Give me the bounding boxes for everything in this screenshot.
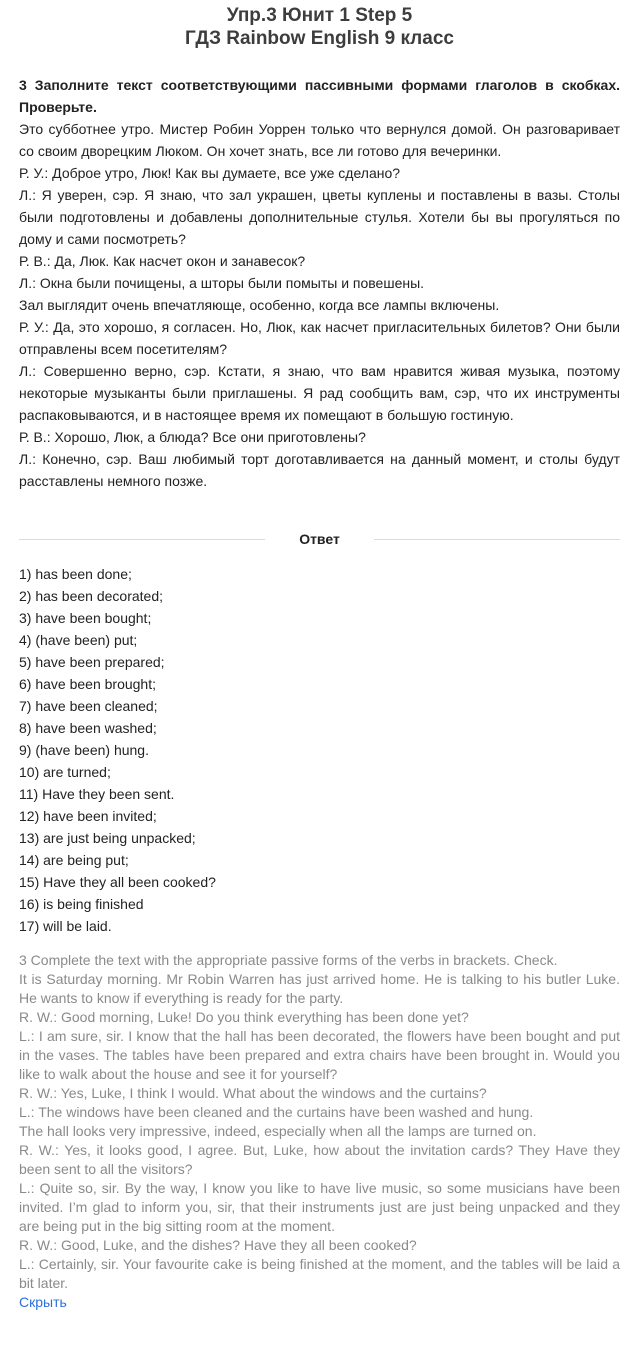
answer-label: Ответ (299, 531, 340, 547)
task-paragraph: Л.: Окна были почищены, а шторы были помыты и повешены. (19, 275, 425, 291)
title-line-1: Упр.3 Юнит 1 Step 5 (226, 5, 413, 26)
answer-item: 13) are just being unpacked; (19, 830, 196, 846)
original-paragraph: 3 Complete the text with the appropriate passive forms of the verbs in brackets. Check. (19, 952, 558, 968)
original-paragraph: R. W.: Good, Luke, and the dishes? Have they all been cooked? (19, 1237, 417, 1253)
answer-list (19, 563, 620, 937)
divider-line-left (19, 539, 265, 540)
answer-item: 3) have been bought; (19, 610, 152, 626)
answer-item: 15) Have they all been cooked? (19, 874, 216, 890)
task-paragraph: Р. В.: Да, Люк. Как насчет окон и занавесок? (19, 253, 306, 269)
original-paragraph: R. W.: Yes, it looks good, I agree. But, Luke, how about the invitation cards? They Have they been sent to all the visitors? (19, 1142, 620, 1177)
task-paragraph: Это субботнее утро. Мистер Робин Уоррен только что вернулся домой. Он разговаривает со своим дворецким Люком. Он хочет знать, все ли готово для вечеринки. (19, 121, 620, 159)
original-paragraph: L.: Quite so, sir. By the way, I know you like to have live music, so some musicians have been invited. I’m glad to inform you, sir, that their instruments just are just being unpacked and they are being put in the big sitting room at the moment. (19, 1180, 620, 1234)
page (0, 4, 638, 1312)
original-paragraph: It is Saturday morning. Mr Robin Warren has just arrived home. He is talking to his butler Luke. He wants to know if everything is ready for the party. (19, 971, 620, 1006)
task-paragraph: Л.: Совершенно верно, сэр. Кстати, я знаю, что вам нравится живая музыка, поэтому некоторые музыканты были приглашены. Я рад сообщить вам, сэр, что их инструменты распаковываются, и в настоящее время их помещают в большую гостиную. (19, 363, 620, 423)
title-line-2: ГДЗ Rainbow English 9 класс (185, 28, 454, 49)
answer-item: 8) have been washed; (19, 720, 157, 736)
original-paragraph: R. W.: Good morning, Luke! Do you think everything has been done yet? (19, 1009, 469, 1025)
task-heading: 3 Заполните текст соответствующими пассивными формами глаголов в скобках. Проверьте. (19, 77, 620, 115)
task-paragraph: Зал выглядит очень впечатляюще, особенно, когда все лампы включены. (19, 297, 500, 313)
answer-item: 11) Have they been sent. (19, 786, 175, 802)
answer-item: 12) have been invited; (19, 808, 157, 824)
answer-item: 14) are being put; (19, 852, 129, 868)
answer-item: 5) have been prepared; (19, 654, 165, 670)
task-paragraph: Р. У.: Доброе утро, Люк! Как вы думаете, все уже сделано? (19, 165, 401, 181)
hide-link[interactable]: Скрыть (19, 1294, 67, 1310)
answer-item: 7) have been cleaned; (19, 698, 158, 714)
task-paragraph: Р. В.: Хорошо, Люк, а блюда? Все они приготовлены? (19, 429, 366, 445)
divider-line-right (374, 539, 620, 540)
task-paragraph: Р. У.: Да, это хорошо, я согласен. Но, Люк, как насчет пригласительных билетов? Они были отправлены всем посетителям? (19, 319, 620, 357)
answer-item: 9) (have been) hung. (19, 742, 149, 758)
task-paragraph: Л.: Я уверен, сэр. Я знаю, что зал украшен, цветы куплены и поставлены в вазы. Столы были подготовлены и добавлены дополнительные стулья. Хотели бы вы прогуляться по дому и сами посмотреть? (19, 187, 620, 247)
page-title (19, 4, 620, 50)
answer-item: 17) will be laid. (19, 918, 112, 934)
answer-item: 6) have been brought; (19, 676, 156, 692)
original-paragraph: L.: The windows have been cleaned and the curtains have been washed and hung. (19, 1104, 534, 1120)
original-paragraph: L.: Certainly, sir. Your favourite cake is being finished at the moment, and the tables will be laid a bit later. (19, 1256, 620, 1291)
original-paragraph: R. W.: Yes, Luke, I think I would. What about the windows and the curtains? (19, 1085, 487, 1101)
answer-divider (19, 529, 620, 549)
answer-item: 1) has been done; (19, 566, 132, 582)
answer-item: 4) (have been) put; (19, 632, 138, 648)
task-text (19, 74, 620, 492)
answer-item: 16) is being finished (19, 896, 144, 912)
answer-item: 2) has been decorated; (19, 588, 163, 604)
task-paragraph: Л.: Конечно, сэр. Ваш любимый торт доготавливается на данный момент, и столы будут расставлены немного позже. (19, 451, 620, 489)
original-english-text (19, 951, 620, 1312)
original-paragraph: L.: I am sure, sir. I know that the hall has been decorated, the flowers have been bought and put in the vases. The tables have been prepared and extra chairs have been brought in. Would you like to walk about the house and see it for yourself? (19, 1028, 620, 1082)
original-paragraph: The hall looks very impressive, indeed, especially when all the lamps are turned on. (19, 1123, 537, 1139)
answer-item: 10) are turned; (19, 764, 111, 780)
